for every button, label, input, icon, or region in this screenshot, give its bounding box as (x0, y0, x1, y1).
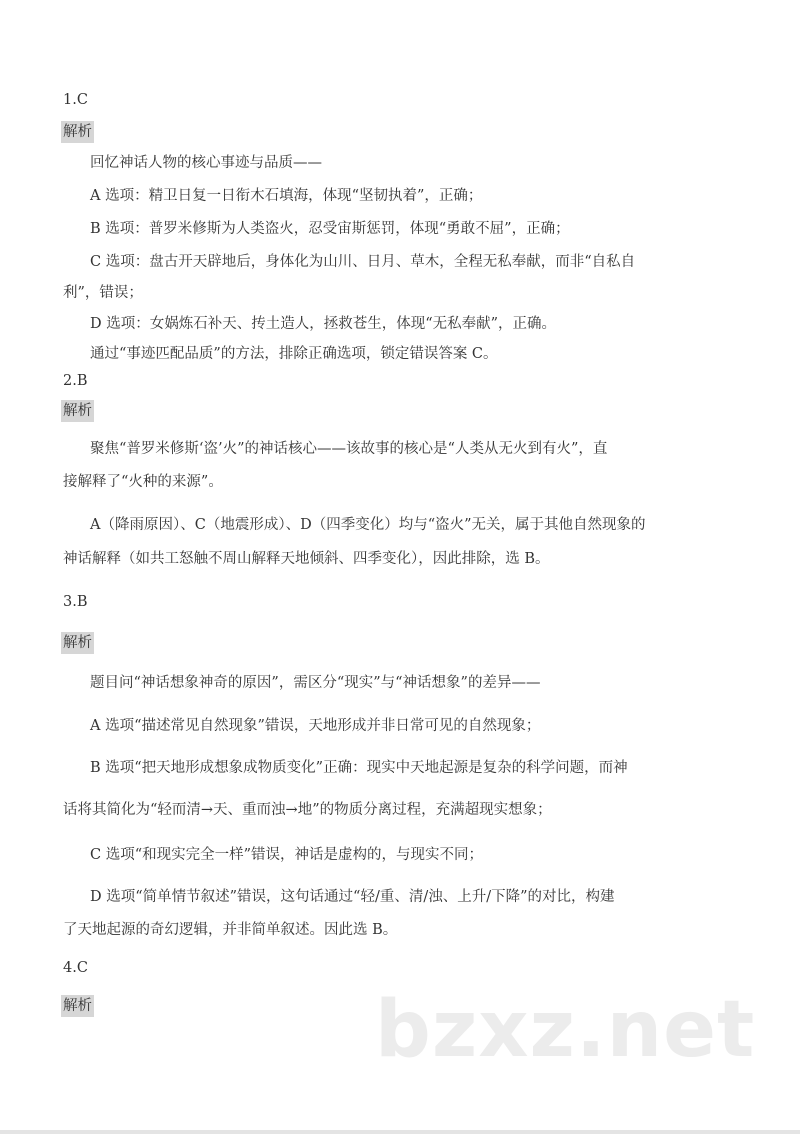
answer-number: 4.C (63, 960, 88, 976)
analysis-line: 通过“事迹匹配品质”的方法，排除正确选项，锁定错误答案 C。 (90, 346, 498, 362)
analysis-line: A（降雨原因）、C（地震形成）、D（四季变化）均与“盗火”无关，属于其他自然现象的 (90, 517, 646, 533)
analysis-line: C 选项：盘古开天辟地后，身体化为山川、日月、草木，全程无私奉献，而非“自私自 (90, 254, 636, 270)
watermark: bzxz.net (375, 985, 756, 1075)
analysis-tag: 解析 (61, 121, 94, 143)
analysis-line: A 选项：精卫日复一日衔木石填海，体现“坚韧执着”，正确； (90, 188, 483, 204)
analysis-tag: 解析 (61, 400, 94, 422)
analysis-tag: 解析 (61, 632, 94, 654)
analysis-line: D 选项：女娲炼石补天、抟土造人，拯救苍生，体现“无私奉献”，正确。 (90, 316, 557, 332)
analysis-line: 话将其简化为“轻而清→天、重而浊→地”的物质分离过程，充满超现实想象； (63, 802, 552, 818)
analysis-line: 回忆神话人物的核心事迹与品质—— (90, 155, 322, 171)
analysis-line: 神话解释（如共工怒触不周山解释天地倾斜、四季变化），因此排除，选 B。 (63, 551, 550, 567)
analysis-line: 接解释了“火种的来源”。 (63, 474, 223, 490)
analysis-line: A 选项“描述常见自然现象”错误，天地形成并非日常可见的自然现象； (90, 718, 541, 734)
page-bottom-edge (0, 1130, 800, 1134)
analysis-line: C 选项“和现实完全一样”错误，神话是虚构的，与现实不同； (90, 847, 484, 863)
answer-number: 2.B (63, 373, 88, 389)
analysis-line: 了天地起源的奇幻逻辑，并非简单叙述。因此选 B。 (63, 922, 398, 938)
answer-number: 3.B (63, 594, 88, 610)
analysis-line: 利”，错误； (63, 285, 143, 301)
analysis-line: 题目问“神话想象神奇的原因”，需区分“现实”与“神话想象”的差异—— (90, 675, 541, 691)
analysis-line: 聚焦“普罗米修斯‘盗’火”的神话核心——该故事的核心是“人类从无火到有火”，直 (90, 441, 608, 457)
analysis-line: B 选项“把天地形成想象成物质变化”正确：现实中天地起源是复杂的科学问题，而神 (90, 760, 628, 776)
answer-number: 1.C (63, 92, 88, 108)
analysis-tag: 解析 (61, 995, 94, 1017)
analysis-line: D 选项“简单情节叙述”错误，这句话通过“轻/重、清/浊、上升/下降”的对比，构建 (90, 889, 615, 905)
analysis-line: B 选项：普罗米修斯为人类盗火，忍受宙斯惩罚，体现“勇敢不屈”，正确； (90, 221, 570, 237)
